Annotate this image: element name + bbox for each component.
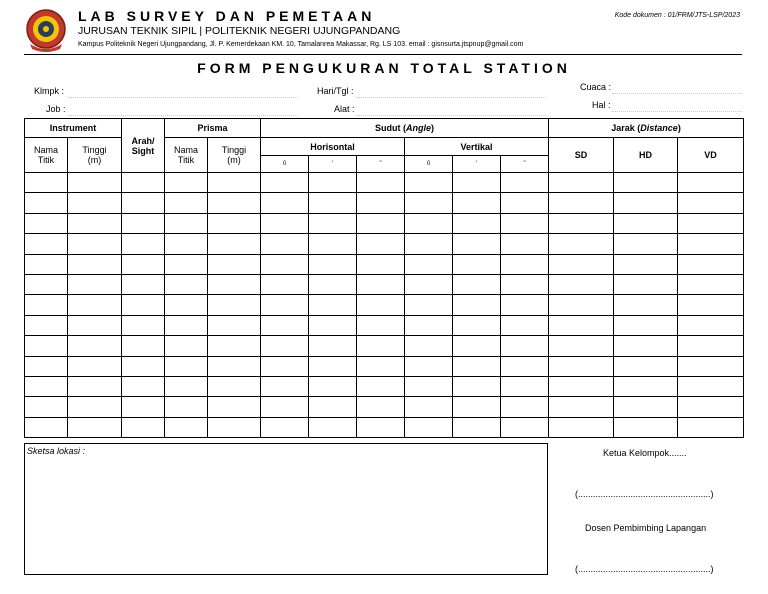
table-cell[interactable]	[309, 417, 357, 437]
table-row	[25, 397, 744, 417]
table-cell[interactable]	[453, 173, 501, 193]
table-cell[interactable]	[501, 315, 549, 335]
table-cell[interactable]	[405, 213, 453, 233]
arah-sight-header	[122, 119, 165, 173]
table-cell[interactable]	[68, 213, 122, 233]
table-cell[interactable]	[549, 417, 614, 437]
table-cell[interactable]	[678, 213, 744, 233]
table-cell[interactable]	[68, 193, 122, 213]
table-cell[interactable]	[25, 336, 68, 356]
table-cell[interactable]	[122, 274, 165, 294]
table-cell[interactable]	[261, 376, 309, 396]
table-cell[interactable]	[122, 254, 165, 274]
table-cell[interactable]	[68, 254, 122, 274]
document-code: Kode dokumen : 01/FRM/JTS-LSP/2023	[614, 12, 740, 19]
table-cell[interactable]	[208, 356, 261, 376]
hal-field[interactable]	[612, 111, 742, 112]
form-title: FORM PENGUKURAN TOTAL STATION	[197, 60, 571, 76]
table-cell[interactable]	[501, 336, 549, 356]
table-cell[interactable]	[25, 356, 68, 376]
table-cell[interactable]	[25, 234, 68, 254]
table-cell[interactable]	[208, 193, 261, 213]
table-cell[interactable]	[614, 315, 678, 335]
table-cell[interactable]	[357, 234, 405, 254]
table-cell[interactable]	[357, 356, 405, 376]
dosen-signature-line[interactable]: (.....................................................)	[575, 564, 714, 574]
table-row	[25, 193, 744, 213]
vertikal-header: Vertikal	[405, 138, 549, 156]
table-cell[interactable]	[614, 274, 678, 294]
table-cell[interactable]	[678, 417, 744, 437]
table-cell[interactable]	[261, 397, 309, 417]
table-cell[interactable]	[405, 336, 453, 356]
table-row	[25, 315, 744, 335]
table-cell[interactable]	[25, 193, 68, 213]
table-row	[25, 213, 744, 233]
table-cell[interactable]	[405, 274, 453, 294]
table-cell[interactable]	[453, 397, 501, 417]
table-cell[interactable]	[68, 417, 122, 437]
table-cell[interactable]	[261, 417, 309, 437]
table-cell[interactable]	[309, 173, 357, 193]
table-cell[interactable]	[405, 193, 453, 213]
titik-label: Titik	[37, 155, 55, 165]
department-name: JURUSAN TEKNIK SIPIL | POLITEKNIK NEGERI UJUNGPANDANG	[78, 25, 401, 37]
jarak-header: Jarak (Distance)	[549, 119, 744, 138]
nama-label: Nama	[33, 145, 58, 155]
table-cell[interactable]	[678, 336, 744, 356]
table-cell[interactable]	[165, 295, 208, 315]
table-cell[interactable]	[208, 173, 261, 193]
prisma-header: Prisma	[165, 119, 261, 138]
table-cell[interactable]	[357, 336, 405, 356]
table-cell[interactable]	[208, 417, 261, 437]
table-cell[interactable]	[405, 295, 453, 315]
table-cell[interactable]	[25, 173, 68, 193]
table-cell[interactable]	[165, 274, 208, 294]
table-cell[interactable]	[25, 274, 68, 294]
table-cell[interactable]	[68, 295, 122, 315]
table-cell[interactable]	[25, 417, 68, 437]
hd-header: HD	[614, 138, 678, 173]
table-cell[interactable]	[208, 295, 261, 315]
table-cell[interactable]	[165, 376, 208, 396]
table-row	[25, 336, 744, 356]
table-cell[interactable]	[405, 173, 453, 193]
table-cell[interactable]	[208, 234, 261, 254]
table-cell[interactable]	[549, 193, 614, 213]
v-degree-header: 0	[405, 156, 453, 173]
job-field[interactable]	[68, 115, 298, 116]
table-cell[interactable]	[68, 173, 122, 193]
table-cell[interactable]	[678, 234, 744, 254]
table-cell[interactable]	[678, 254, 744, 274]
tinggi-label: Tinggi	[221, 145, 247, 155]
ketua-signature-line[interactable]: (.....................................................)	[575, 489, 714, 499]
table-cell[interactable]	[614, 173, 678, 193]
table-cell[interactable]	[357, 274, 405, 294]
table-cell[interactable]	[309, 336, 357, 356]
table-cell[interactable]	[165, 356, 208, 376]
table-cell[interactable]	[549, 274, 614, 294]
table-cell[interactable]	[165, 417, 208, 437]
alat-field[interactable]	[356, 115, 546, 116]
table-cell[interactable]	[25, 376, 68, 396]
table-cell[interactable]	[614, 254, 678, 274]
table-cell[interactable]	[309, 295, 357, 315]
table-cell[interactable]	[165, 173, 208, 193]
table-cell[interactable]	[678, 315, 744, 335]
table-cell[interactable]	[357, 397, 405, 417]
table-cell[interactable]	[68, 315, 122, 335]
table-cell[interactable]	[309, 376, 357, 396]
table-cell[interactable]	[405, 315, 453, 335]
table-cell[interactable]	[122, 234, 165, 254]
table-cell[interactable]	[501, 295, 549, 315]
sight-label: Sight	[131, 145, 155, 156]
distance-label: Distance	[640, 123, 678, 133]
cuaca-field[interactable]	[612, 93, 742, 94]
table-cell[interactable]	[165, 397, 208, 417]
table-cell[interactable]	[678, 274, 744, 294]
table-cell[interactable]	[501, 417, 549, 437]
table-cell[interactable]	[453, 336, 501, 356]
tinggi-label: Tinggi	[82, 145, 107, 155]
table-cell[interactable]	[261, 213, 309, 233]
table-cell[interactable]	[68, 274, 122, 294]
table-cell[interactable]	[501, 274, 549, 294]
table-row	[25, 376, 744, 396]
table-cell[interactable]	[405, 417, 453, 437]
table-cell[interactable]	[309, 234, 357, 254]
instrument-header: Instrument	[25, 119, 122, 138]
table-cell[interactable]	[549, 234, 614, 254]
table-cell[interactable]	[68, 356, 122, 376]
table-cell[interactable]	[549, 356, 614, 376]
table-cell[interactable]	[261, 173, 309, 193]
table-cell[interactable]	[453, 254, 501, 274]
table-cell[interactable]	[549, 336, 614, 356]
table-cell[interactable]	[309, 254, 357, 274]
table-cell[interactable]	[165, 193, 208, 213]
table-cell[interactable]	[614, 193, 678, 213]
arah-label: Arah/	[131, 135, 155, 146]
table-cell[interactable]	[261, 336, 309, 356]
table-cell[interactable]	[261, 193, 309, 213]
table-cell[interactable]	[68, 336, 122, 356]
klmpk-field[interactable]	[68, 97, 298, 98]
table-cell[interactable]	[208, 274, 261, 294]
table-row	[25, 417, 744, 437]
klmpk-label: Klmpk :	[34, 86, 65, 96]
lab-title: LAB SURVEY DAN PEMETAAN	[78, 8, 376, 24]
address-line: Kampus Politeknik Negeri Ujungpandang, Jl. P. Kemerdekaan KM. 10, Tamalanrea Makassar, Rg. LS 103. email : gisnsurta.jtspnup@gmail.com	[78, 41, 524, 48]
table-cell[interactable]	[208, 397, 261, 417]
table-cell[interactable]	[405, 397, 453, 417]
table-cell[interactable]	[208, 376, 261, 396]
sd-header: SD	[549, 138, 614, 173]
table-cell[interactable]	[614, 417, 678, 437]
table-cell[interactable]	[501, 356, 549, 376]
jarak-label: Jarak	[611, 123, 635, 133]
table-cell[interactable]	[165, 213, 208, 233]
table-cell[interactable]	[122, 295, 165, 315]
table-cell[interactable]	[453, 234, 501, 254]
table-cell[interactable]	[261, 295, 309, 315]
table-cell[interactable]	[68, 234, 122, 254]
table-cell[interactable]	[25, 295, 68, 315]
table-cell[interactable]	[309, 315, 357, 335]
table-cell[interactable]	[122, 397, 165, 417]
cuaca-label: Cuaca :	[580, 82, 612, 92]
sketch-box[interactable]	[24, 443, 548, 575]
table-row	[25, 173, 744, 193]
table-cell[interactable]	[549, 397, 614, 417]
h-second-header: "	[357, 156, 405, 173]
table-cell[interactable]	[122, 376, 165, 396]
table-cell[interactable]	[614, 234, 678, 254]
table-cell[interactable]	[357, 254, 405, 274]
table-cell[interactable]	[261, 315, 309, 335]
table-cell[interactable]	[208, 213, 261, 233]
table-cell[interactable]	[614, 376, 678, 396]
hari-tgl-label: Hari/Tgl :	[317, 86, 354, 96]
table-cell[interactable]	[549, 254, 614, 274]
table-cell[interactable]	[165, 315, 208, 335]
table-body	[25, 173, 744, 438]
table-cell[interactable]	[208, 336, 261, 356]
table-cell[interactable]	[501, 397, 549, 417]
table-cell[interactable]	[405, 376, 453, 396]
table-cell[interactable]	[549, 213, 614, 233]
table-row	[25, 295, 744, 315]
table-row	[25, 254, 744, 274]
table-cell[interactable]	[453, 315, 501, 335]
table-cell[interactable]	[357, 173, 405, 193]
ketua-kelompok-label: Ketua Kelompok.......	[603, 448, 687, 458]
sudut-header: Sudut (Angle)	[261, 119, 549, 138]
table-cell[interactable]	[357, 376, 405, 396]
table-cell[interactable]	[501, 376, 549, 396]
table-cell[interactable]	[208, 254, 261, 274]
table-cell[interactable]	[309, 356, 357, 376]
table-cell[interactable]	[309, 193, 357, 213]
table-cell[interactable]	[25, 315, 68, 335]
table-cell[interactable]	[678, 193, 744, 213]
sudut-label: Sudut	[375, 123, 401, 133]
table-cell[interactable]	[453, 213, 501, 233]
table-cell[interactable]	[165, 234, 208, 254]
table-cell[interactable]	[122, 315, 165, 335]
hal-label: Hal :	[592, 100, 611, 110]
table-cell[interactable]	[261, 274, 309, 294]
angle-label: Angle	[406, 123, 432, 133]
prisma-nama-titik-header	[165, 138, 208, 173]
prisma-tinggi-header	[208, 138, 261, 173]
table-cell[interactable]	[614, 336, 678, 356]
table-cell[interactable]	[68, 397, 122, 417]
table-cell[interactable]	[25, 213, 68, 233]
table-cell[interactable]	[614, 397, 678, 417]
table-cell[interactable]	[549, 315, 614, 335]
h-degree-header: 0	[261, 156, 309, 173]
table-cell[interactable]	[357, 315, 405, 335]
vd-header: VD	[678, 138, 744, 173]
table-cell[interactable]	[405, 356, 453, 376]
table-cell[interactable]	[453, 376, 501, 396]
institution-logo	[24, 8, 68, 52]
unit-m-label: (m)	[227, 155, 241, 165]
measurement-table	[24, 118, 744, 438]
table-cell[interactable]	[549, 295, 614, 315]
table-cell[interactable]	[309, 397, 357, 417]
dosen-pembimbing-label: Dosen Pembimbing Lapangan	[585, 523, 707, 533]
table-cell[interactable]	[614, 295, 678, 315]
table-cell[interactable]	[165, 254, 208, 274]
table-cell[interactable]	[68, 376, 122, 396]
table-row	[25, 356, 744, 376]
table-cell[interactable]	[453, 356, 501, 376]
nama-label: Nama	[174, 145, 199, 155]
titik-label: Titik	[177, 155, 195, 165]
table-cell[interactable]	[678, 173, 744, 193]
sketch-label: Sketsa lokasi :	[27, 446, 86, 456]
unit-m-label: (m)	[87, 155, 102, 165]
table-cell[interactable]	[405, 254, 453, 274]
table-cell[interactable]	[678, 356, 744, 376]
hari-tgl-field[interactable]	[356, 97, 546, 98]
table-cell[interactable]	[453, 274, 501, 294]
table-cell[interactable]	[165, 336, 208, 356]
header-divider	[24, 54, 742, 55]
table-cell[interactable]	[501, 193, 549, 213]
table-cell[interactable]	[501, 234, 549, 254]
table-cell[interactable]	[678, 295, 744, 315]
table-cell[interactable]	[309, 213, 357, 233]
table-cell[interactable]	[549, 376, 614, 396]
table-cell[interactable]	[122, 417, 165, 437]
h-minute-header: '	[309, 156, 357, 173]
table-cell[interactable]	[122, 213, 165, 233]
v-second-header: "	[501, 156, 549, 173]
table-cell[interactable]	[357, 295, 405, 315]
table-cell[interactable]	[405, 234, 453, 254]
horisontal-header: Horisontal	[261, 138, 405, 156]
table-cell[interactable]	[122, 193, 165, 213]
table-cell[interactable]	[453, 193, 501, 213]
table-cell[interactable]	[614, 213, 678, 233]
table-cell[interactable]	[208, 315, 261, 335]
table-cell[interactable]	[453, 295, 501, 315]
table-row	[25, 274, 744, 294]
table-cell[interactable]	[501, 173, 549, 193]
table-cell[interactable]	[261, 234, 309, 254]
table-cell[interactable]	[501, 254, 549, 274]
table-cell[interactable]	[357, 193, 405, 213]
instrument-tinggi-header	[68, 138, 122, 173]
table-cell[interactable]	[357, 417, 405, 437]
table-cell[interactable]	[261, 254, 309, 274]
table-cell[interactable]	[25, 254, 68, 274]
table-cell[interactable]	[453, 417, 501, 437]
table-row	[25, 234, 744, 254]
alat-label: Alat :	[334, 104, 355, 114]
table-cell[interactable]	[122, 356, 165, 376]
table-cell[interactable]	[678, 397, 744, 417]
table-cell[interactable]	[678, 376, 744, 396]
table-cell[interactable]	[261, 356, 309, 376]
table-cell[interactable]	[501, 213, 549, 233]
table-cell[interactable]	[122, 173, 165, 193]
instrument-nama-titik-header	[25, 138, 68, 173]
table-cell[interactable]	[614, 356, 678, 376]
table-cell[interactable]	[309, 274, 357, 294]
table-cell[interactable]	[549, 173, 614, 193]
table-cell[interactable]	[25, 397, 68, 417]
table-cell[interactable]	[357, 213, 405, 233]
v-minute-header: '	[453, 156, 501, 173]
table-cell[interactable]	[122, 336, 165, 356]
job-label: Job :	[46, 104, 66, 114]
